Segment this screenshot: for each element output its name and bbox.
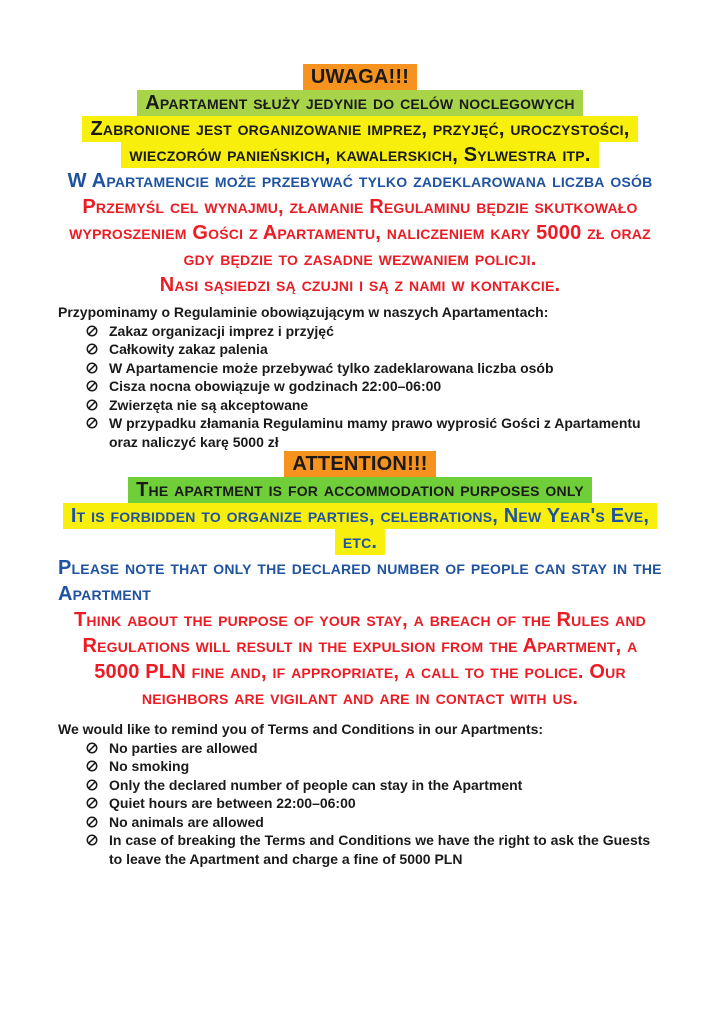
rule-text: No animals are allowed xyxy=(109,813,264,830)
prohibition-icon xyxy=(86,779,98,791)
prohibition-icon xyxy=(86,742,98,754)
warning-line-pl: Przemyśl cel wynajmu, złamanie Regulaminu będzie skutkowało wyproszeniem Gości z Apartamentu, naliczeniem kary 5000 zł oraz gdy będzie to zasadne wezwaniem policji. xyxy=(69,196,651,270)
uwaga-heading: UWAGA!!! xyxy=(303,64,417,90)
rule-text: No parties are allowed xyxy=(109,739,258,756)
rules-intro-pl: Przypominamy o Regulaminie obowiązującym w naszych Apartamentach: xyxy=(58,304,549,320)
rule-text: In case of breaking the Terms and Conditions we have the right to ask the Guests to leave the Apartment and charge a fine of 5000 PLN xyxy=(109,832,651,867)
declared-occupancy-line-en: Please note that only the declared number of people can stay in the Apartment xyxy=(58,557,662,605)
rule-text: Quiet hours are between 22:00–06:00 xyxy=(109,795,356,811)
polish-section xyxy=(58,64,662,451)
prohibition-icon xyxy=(86,760,98,772)
rule-text: Zakaz organizacji imprez i przyjęć xyxy=(109,322,334,339)
prohibition-icon xyxy=(86,417,98,429)
rule-item xyxy=(86,794,662,813)
prohibition-icon xyxy=(86,362,98,374)
attention-heading-line xyxy=(58,451,662,477)
rule-item xyxy=(86,359,662,378)
rule-text: W Apartamencie może przebywać tylko zadeklarowana liczba osób xyxy=(109,359,554,376)
rule-item xyxy=(86,377,662,396)
rule-item xyxy=(86,813,662,832)
forbidden-text-pl: Zabronione jest organizowanie imprez, przyjęć, uroczystości, wieczorów panieńskich, kawalerskich, Sylwestra itp. xyxy=(82,116,637,168)
forbidden-text-en: It is forbidden to organize parties, celebrations, New Year's Eve, etc. xyxy=(63,503,657,555)
rule-item xyxy=(86,776,662,795)
rule-item xyxy=(86,340,662,359)
accommodation-only-text-en: The apartment is for accommodation purposes only xyxy=(128,477,592,503)
rule-item xyxy=(86,396,662,415)
rule-text: Only the declared number of people can stay in the Apartment xyxy=(109,776,523,793)
prohibition-icon xyxy=(86,325,98,337)
attention-heading: ATTENTION!!! xyxy=(284,451,435,477)
rule-text: W przypadku złamania Regulaminu mamy prawo wyprosić Gości z Apartamentu oraz naliczyć karę 5000 zł xyxy=(109,415,641,450)
rule-item xyxy=(86,322,662,341)
prohibition-icon xyxy=(86,816,98,828)
accommodation-only-line-pl xyxy=(58,90,662,116)
accommodation-only-text-pl: Apartament służy jedynie do celów noclegowych xyxy=(137,90,583,116)
rule-item xyxy=(86,757,662,776)
rule-text: No smoking xyxy=(109,758,190,774)
rule-text: Całkowity zakaz palenia xyxy=(109,341,268,357)
rules-list-pl xyxy=(58,322,662,452)
uwaga-heading-line xyxy=(58,64,662,90)
prohibition-icon xyxy=(86,380,98,392)
rules-intro-en: We would like to remind you of Terms and Conditions in our Apartments: xyxy=(58,721,544,737)
prohibition-icon xyxy=(86,834,98,846)
prohibition-icon xyxy=(86,399,98,411)
warning-line-en: Think about the purpose of your stay, a breach of the Rules and Regulations will result in the expulsion from the Apartment, a 5000 PLN fine and, if appropriate, a call to the police. Our neighbors are vigilant and are in contact with us. xyxy=(74,609,646,709)
forbidden-line-en xyxy=(58,503,662,555)
rule-item xyxy=(86,414,662,451)
rules-list-en xyxy=(58,739,662,869)
notice-content xyxy=(58,64,662,868)
prohibition-icon xyxy=(86,797,98,809)
declared-occupancy-line-pl: W Apartamencie może przebywać tylko zadeklarowana liczba osób xyxy=(67,170,653,192)
english-section xyxy=(58,451,662,868)
rule-item xyxy=(86,831,662,868)
rule-text: Cisza nocna obowiązuje w godzinach 22:00–06:00 xyxy=(109,378,442,394)
forbidden-line-pl xyxy=(58,116,662,168)
prohibition-icon xyxy=(86,343,98,355)
neighbors-line-pl: Nasi sąsiedzi są czujni i są z nami w kontakcie. xyxy=(159,274,561,296)
accommodation-only-line-en xyxy=(58,477,662,503)
rule-item xyxy=(86,739,662,758)
rule-text: Zwierzęta nie są akceptowane xyxy=(109,396,309,413)
